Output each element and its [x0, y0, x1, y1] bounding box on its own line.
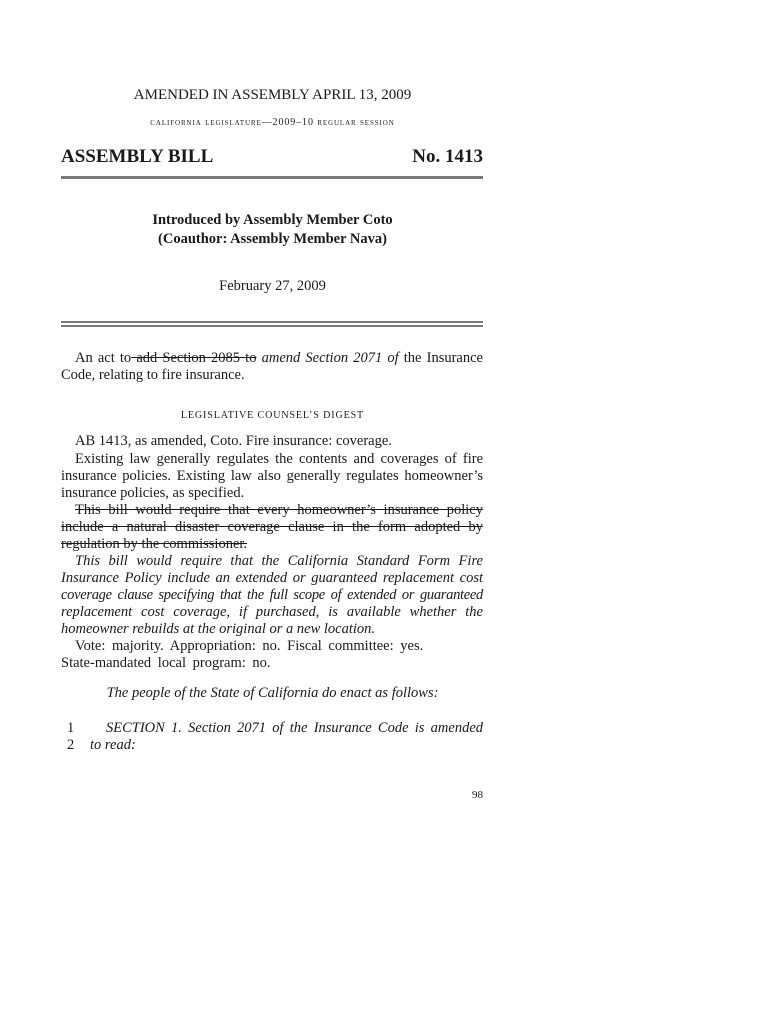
- title-clause-prefix: An act to: [75, 350, 132, 366]
- vote-line-2: State-mandated local program: no.: [61, 655, 271, 671]
- bill-type-heading: ASSEMBLY BILL: [61, 146, 214, 167]
- double-rule-top: [61, 321, 483, 323]
- title-clause-rest: the Insurance: [398, 350, 483, 366]
- new-digest-line-3: coverage clause specifying that the full scope of extended or guaranteed: [61, 587, 483, 603]
- inserted-title-text: amend Section 2071 of: [256, 350, 399, 366]
- existing-law-line-3: insurance policies, as specified.: [61, 485, 245, 501]
- struck-digest-line-1: This bill would require that every homeowner’s insurance policy: [75, 502, 483, 518]
- introduced-by: Introduced by Assembly Member Coto: [152, 212, 393, 228]
- amended-date-line: AMENDED IN ASSEMBLY APRIL 13, 2009: [133, 87, 412, 103]
- header-rule: [61, 176, 483, 179]
- new-digest-line-5: homeowner rebuilds at the original or a new location.: [61, 621, 376, 637]
- existing-law-line-1: Existing law generally regulates the contents and coverages of fire: [75, 451, 483, 467]
- double-rule-bottom: [61, 325, 483, 327]
- bill-number: No. 1413: [412, 146, 483, 167]
- struck-digest-line-2: include a natural disaster coverage clause in the form adopted by: [61, 519, 483, 535]
- title-clause-line-1: [61, 350, 483, 367]
- title-clause-line-2: Code, relating to fire insurance.: [61, 367, 245, 383]
- line-number-1: 1: [67, 720, 75, 736]
- new-digest-line-4: replacement cost coverage, if purchased, is available whether the: [61, 604, 483, 620]
- digest-summary: AB 1413, as amended, Coto. Fire insurance: coverage.: [75, 433, 392, 449]
- line-number-2: 2: [67, 737, 75, 753]
- section-text-line-2: to read:: [90, 737, 136, 753]
- existing-law-line-2: insurance policies. Existing law also generally regulates homeowner’s: [61, 468, 483, 484]
- enacting-clause: The people of the State of California do enact as follows:: [106, 685, 439, 701]
- coauthor: (Coauthor: Assembly Member Nava): [158, 231, 387, 247]
- new-digest-line-2: Insurance Policy include an extended or guaranteed replacement cost: [61, 570, 483, 586]
- session-line: california legislature—2009–10 regular session: [150, 117, 395, 128]
- introduction-date: February 27, 2009: [219, 278, 326, 294]
- vote-line-1: Vote: majority. Appropriation: no. Fiscal committee: yes.: [75, 638, 424, 654]
- new-digest-line-1: This bill would require that the California Standard Form Fire: [75, 553, 483, 569]
- struck-digest-line-3: regulation by the commissioner.: [61, 536, 248, 552]
- digest-heading: LEGISLATIVE COUNSEL’S DIGEST: [180, 410, 365, 421]
- struck-title-text: add Section 2085 to: [131, 350, 257, 366]
- section-text-line-1: SECTION 1. Section 2071 of the Insurance Code is amended: [106, 720, 483, 736]
- page-number: 98: [472, 789, 483, 801]
